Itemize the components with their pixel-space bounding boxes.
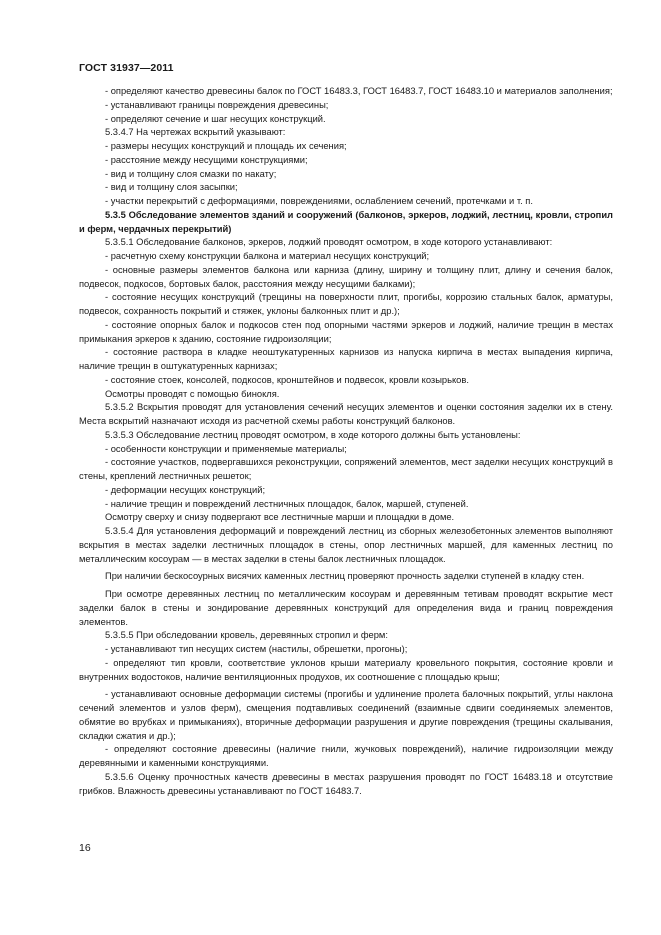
paragraph: - состояние несущих конструкций (трещины на поверхности плит, прогибы, коррозию стальных балок, арматуры, подвесок, сохранность покрытий и стяжек, уклоны балконных плит и др.);	[79, 292, 613, 316]
paragraph: - состояние раствора в кладке неоштукатуренных карнизов из напуска кирпича в местах выпадения кирпича, наличие трещин в оштукатуренных карнизах;	[79, 347, 613, 371]
paragraph: - определяют тип кровли, соответствие уклонов крыши материалу кровельного покрытия, состояние кровли и внутренних водостоков, наличие вентиляционных продухов, их соотношение с площадью крыш;	[79, 657, 613, 682]
paragraph: 5.3.5.3 Обследование лестниц проводят осмотром, в ходе которого должны быть установлены:	[105, 429, 521, 440]
paragraph: - расстояние между несущими конструкциями;	[105, 154, 308, 165]
paragraph: - состояние стоек, консолей, подкосов, кронштейнов и подвесок, кровли козырьков.	[105, 374, 469, 385]
paragraph: 5.3.5.6 Оценку прочностных качеств древесины в местах разрушения проводят по ГОСТ 16483.18 и отсутствие грибков. Влажность древесины устанавливают по ГОСТ 16483.7.	[79, 771, 613, 796]
paragraph: 5.3.5.5 При обследовании кровель, деревянных стропил и ферм:	[105, 630, 388, 641]
paragraph: - устанавливают тип несущих систем (настилы, обрешетки, прогоны);	[105, 644, 408, 654]
standard-header: ГОСТ 31937—2011	[79, 62, 174, 74]
paragraph: - вид и толщину слоя смазки по накату;	[105, 168, 277, 179]
paragraph: При наличии бескосоурных висячих каменных лестниц проверяют прочность заделки ступеней в кладку стен.	[105, 571, 585, 582]
paragraph: 5.3.5.2 Вскрытия проводят для установления сечений несущих элементов и оценки состояния заделки их в стену. Места вскрытий назначают исходя из расчетной схемы работы конструкций балконов.	[79, 402, 613, 426]
paragraph: - размеры несущих конструкций и площадь их сечения;	[105, 141, 347, 151]
paragraph: - определяют состояние древесины (наличие гнили, жучковых повреждений), наличие гидроизоляции между деревянными и каменными конструкциями.	[79, 744, 613, 768]
paragraph: Осмотры проводят с помощью бинокля.	[105, 388, 280, 399]
paragraph: - состояние опорных балок и подкосов стен под опорными частями эркеров и лоджий, наличие трещин в местах примыкания эркеров к зданию, состояние гидроизоляции;	[79, 319, 613, 344]
paragraph: - особенности конструкции и применяемые материалы;	[105, 443, 347, 454]
document-body	[79, 85, 613, 798]
paragraph: 5.3.4.7 На чертежах вскрытий указывают:	[105, 127, 286, 138]
paragraph: Осмотру сверху и снизу подвергают все лестничные марши и площадки в доме.	[105, 512, 455, 523]
paragraph: - устанавливают основные деформации системы (прогибы и удлинение пролета балочных покрытий, углы наклона сечений элементов и узлов ферм), смещения подтавливых соединений (взаимные сдвиги соединяемых элементов, обмятие во врубках и примыканиях), вторичные деформации разрушения и другие повреждения (трещины скалывания, складки сжатия и др.);	[79, 689, 613, 741]
paragraph: - участки перекрытий с деформациями, повреждениями, ослаблением сечений, протечками и т. п.	[105, 196, 533, 206]
paragraph: - основные размеры элементов балкона или карниза (длину, ширину и толщину плит, длину и сечения балок, подвесок, подкосов, бортовых балок, расстояния между несущими балками);	[79, 264, 613, 289]
paragraph: - наличие трещин и повреждений лестничных площадок, балок, маршей, ступеней.	[105, 498, 469, 509]
paragraph: - определяют сечение и шаг несущих конструкций.	[105, 113, 326, 124]
paragraph: - вид и толщину слоя засыпки;	[105, 182, 238, 193]
paragraph: При осмотре деревянных лестниц по металлическим косоурам и деревянным тетивам проводят вскрытие мест заделки балок в стены и зондирование деревянных конструкций для определения вида и границ повреждения элементов.	[79, 589, 613, 627]
paragraph: 5.3.5.1 Обследование балконов, эркеров, лоджий проводят осмотром, в ходе которого устанавливают:	[105, 237, 553, 248]
paragraph: 5.3.5.4 Для установления деформаций и повреждений лестниц из сборных железобетонных элементов выполняют вскрытия в местах заделки лестничных площадок в стены, опор лестничных маршей, для каменных лестниц по металлическим косоурам — в местах заделки в стены балок лестничных площадок.	[79, 526, 613, 564]
paragraph: - состояние участков, подвергавшихся реконструкции, сопряжений элементов, мест заделки несущих конструкций в стены, креплений лестничных решеток;	[79, 457, 613, 481]
page-number: 16	[79, 842, 91, 854]
paragraph: - определяют качество древесины балок по ГОСТ 16483.3, ГОСТ 16483.7, ГОСТ 16483.10 и материалов заполнения;	[105, 86, 613, 96]
section-heading: 5.3.5 Обследование элементов зданий и сооружений (балконов, эркеров, лоджий, лестниц, кровли, стропил и ферм, чердачных перекрытий)	[79, 209, 613, 234]
paragraph: - деформации несущих конструкций;	[105, 484, 266, 495]
paragraph: - устанавливают границы повреждения древесины;	[105, 99, 329, 110]
paragraph: - расчетную схему конструкции балкона и материал несущих конструкций;	[105, 251, 430, 261]
